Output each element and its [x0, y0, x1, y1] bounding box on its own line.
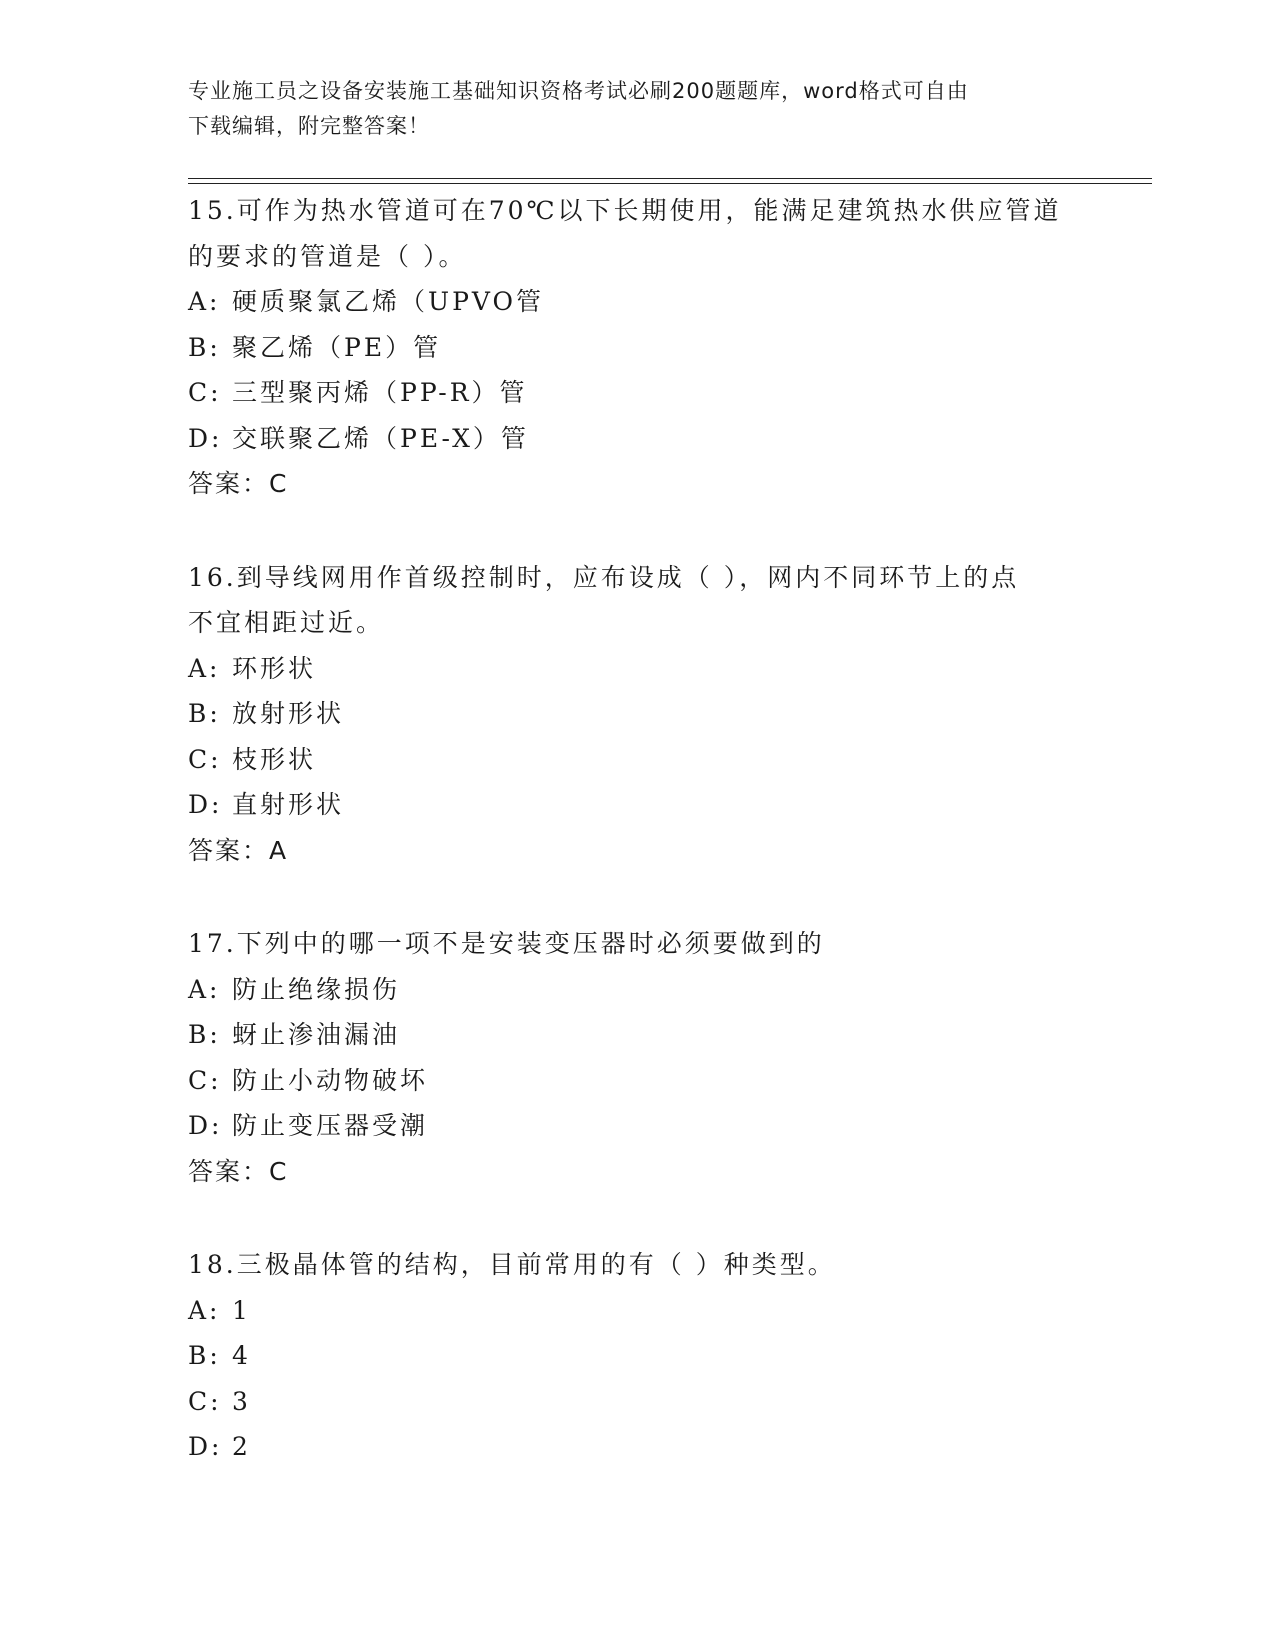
header-line-2: 下载编辑，附完整答案！: [188, 114, 430, 138]
option-text: 直射形状: [232, 790, 345, 819]
option-a: [188, 646, 1088, 692]
stem-line: 15.可作为热水管道可在70℃以下长期使用，能满足建筑热水供应管道: [188, 196, 1062, 225]
option-text: 3: [232, 1386, 251, 1416]
option-d: [188, 416, 1088, 462]
answer-line: 答案：A: [188, 835, 289, 865]
option-text: 三型聚丙烯（PP-R）管: [232, 378, 528, 407]
option-text: 硬质聚氯乙烯（UPVO管: [232, 287, 545, 316]
document-header: [188, 74, 1088, 144]
option-text: 枝形状: [232, 744, 317, 774]
question-stem: [188, 1242, 1088, 1288]
stem-line: 18.三极晶体管的结构，目前常用的有（ ）种类型。: [188, 1250, 836, 1279]
option-d: [188, 1103, 1088, 1149]
option-c: [188, 1058, 1088, 1104]
question-18: [188, 1242, 1088, 1470]
question-15: [188, 188, 1088, 507]
option-label: A:: [188, 287, 221, 316]
option-b: [188, 1012, 1088, 1058]
question-stem: [188, 921, 1088, 967]
option-text: 环形状: [232, 653, 317, 683]
option-label: C:: [188, 1065, 222, 1095]
option-text: 1: [232, 1295, 251, 1325]
question-stem: [188, 188, 1088, 279]
option-label: A:: [188, 974, 221, 1004]
option-text: 蚜止渗油漏油: [232, 1020, 401, 1049]
stem-line: 不宜相距过近。: [188, 608, 385, 637]
option-label: D:: [188, 1111, 223, 1140]
answer-line: 答案：C: [188, 1156, 289, 1186]
option-label: D:: [188, 423, 223, 453]
question-16: [188, 555, 1088, 874]
option-text: 2: [232, 1432, 251, 1461]
option-a: [188, 1288, 1088, 1334]
option-a: [188, 279, 1088, 325]
option-label: B:: [188, 332, 221, 362]
option-text: 聚乙烯（PE）管: [232, 332, 442, 362]
option-b: [188, 691, 1088, 737]
stem-line: 的要求的管道是（ ）。: [188, 241, 467, 271]
question-list: [188, 188, 1088, 1470]
stem-line: 17.下列中的哪一项不是安装变压器时必须要做到的: [188, 929, 825, 958]
option-label: B:: [188, 699, 221, 728]
answer-line: 答案：C: [188, 469, 289, 498]
option-label: C:: [188, 378, 222, 407]
header-divider-top: [188, 178, 1152, 179]
option-c: [188, 1379, 1088, 1425]
option-a: [188, 967, 1088, 1013]
option-text: 4: [232, 1341, 251, 1370]
stem-line: 16.到导线网用作首级控制时，应布设成（ ），网内不同环节上的点: [188, 562, 1020, 592]
option-label: D:: [188, 790, 223, 819]
option-text: 交联聚乙烯（PE-X）管: [232, 423, 529, 453]
header-line-1: 专业施工员之设备安装施工基础知识资格考试必刷200题题库，word格式可自由: [188, 79, 969, 103]
option-b: [188, 325, 1088, 371]
option-b: [188, 1333, 1088, 1379]
header-divider-bottom: [188, 183, 1152, 184]
option-text: 防止小动物破坏: [232, 1065, 429, 1095]
option-text: 防止变压器受潮: [232, 1111, 429, 1140]
option-text: 防止绝缘损伤: [232, 974, 401, 1004]
option-label: B:: [188, 1341, 221, 1370]
option-text: 放射形状: [232, 699, 345, 728]
option-d: [188, 1424, 1088, 1470]
option-label: C:: [188, 1386, 222, 1416]
question-17: [188, 921, 1088, 1194]
question-stem: [188, 555, 1088, 646]
option-d: [188, 782, 1088, 828]
option-label: A:: [188, 653, 221, 683]
option-c: [188, 737, 1088, 783]
option-label: A:: [188, 1295, 221, 1325]
option-label: D:: [188, 1432, 223, 1461]
option-label: B:: [188, 1020, 221, 1049]
option-c: [188, 370, 1088, 416]
option-label: C:: [188, 744, 222, 774]
